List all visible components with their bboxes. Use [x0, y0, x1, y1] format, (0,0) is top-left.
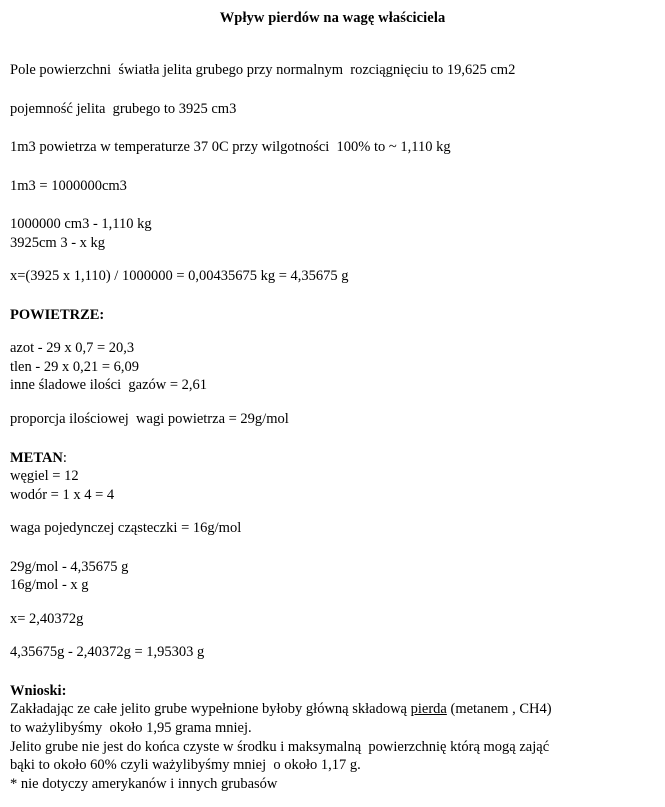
heading-air [10, 306, 655, 325]
text-line: inne śladowe ilości gazów = 2,61 [10, 377, 208, 394]
paragraph-surface-area [10, 61, 655, 80]
text-fragment: Zakładając ze całe jelito grube wypełnione byłoby główną składową [10, 701, 411, 718]
text-line: waga pojedynczej cząsteczki = 16g/mol [10, 520, 242, 537]
text-line: 1m3 powietrza w temperaturze 37 0C przy wilgotności 100% to ~ 1,110 kg [10, 139, 451, 156]
text-line: węgiel = 12 [10, 468, 79, 485]
paragraph-x-result [10, 610, 655, 629]
underlined-word: pierda [410, 701, 447, 718]
paragraph-molecule-weight [10, 519, 655, 538]
paragraph-conversion [10, 177, 655, 196]
text-line: tlen - 29 x 0,21 = 6,09 [10, 358, 139, 375]
section-heading: METAN [10, 449, 63, 466]
text-fragment: (metanem , CH4) [446, 701, 552, 718]
paragraph-mol-proportion [10, 558, 655, 595]
text-line: x= 2,40372g [10, 610, 84, 627]
text-line: Pole powierzchni światła jelita grubego przy normalnym rozciągnięciu to 19,625 cm2 [10, 62, 516, 78]
section-heading: POWIETRZE: [10, 306, 105, 323]
paragraph-capacity [10, 100, 655, 119]
text-line: azot - 29 x 0,7 = 20,3 [10, 340, 135, 357]
text-line: wodór = 1 x 4 = 4 [10, 486, 115, 503]
text-line: pojemność jelita grubego to 3925 cm3 [10, 100, 237, 117]
page-title: Wpływ pierdów na wagę właściciela [219, 10, 446, 26]
text-line: to ważylibyśmy około 1,95 grama mniej. [10, 720, 252, 737]
paragraph-air-mass [10, 138, 655, 157]
paragraph-difference [10, 643, 655, 662]
section-heading: Wnioski: [10, 682, 67, 699]
text-line: 16g/mol - x g [10, 577, 89, 594]
text-line: 29g/mol - 4,35675 g [10, 558, 129, 575]
text-line: * nie dotyczy amerykanów i innych grubasów [10, 775, 278, 792]
text-line: bąki to około 60% czyli ważylibyśmy mniej o około 1,17 g. [10, 757, 361, 774]
text-line: Jelito grube nie jest do końca czyste w środku i maksymalną powierzchnię którą mogą zająć [10, 738, 550, 755]
text-line [10, 700, 655, 719]
methane-heading-line [10, 449, 655, 468]
conclusions-section [10, 682, 655, 793]
heading-suffix: : [62, 449, 67, 466]
paragraph-methane [10, 449, 655, 505]
text-line: proporcja ilościowej wagi powietrza = 29g/mol [10, 411, 289, 428]
text-line: 3925cm 3 - x kg [10, 234, 106, 251]
paragraph-air-components [10, 339, 655, 395]
text-line: 1000000 cm3 - 1,110 kg [10, 216, 152, 233]
paragraph-result [10, 267, 655, 286]
text-line: x=(3925 x 1,110) / 1000000 = 0,00435675 kg = 4,35675 g [10, 268, 349, 285]
text-line: 4,35675g - 2,40372g = 1,95303 g [10, 644, 205, 661]
paragraph-air-weight [10, 410, 655, 429]
text-line: 1m3 = 1000000cm3 [10, 177, 127, 194]
paragraph-proportion [10, 215, 655, 252]
